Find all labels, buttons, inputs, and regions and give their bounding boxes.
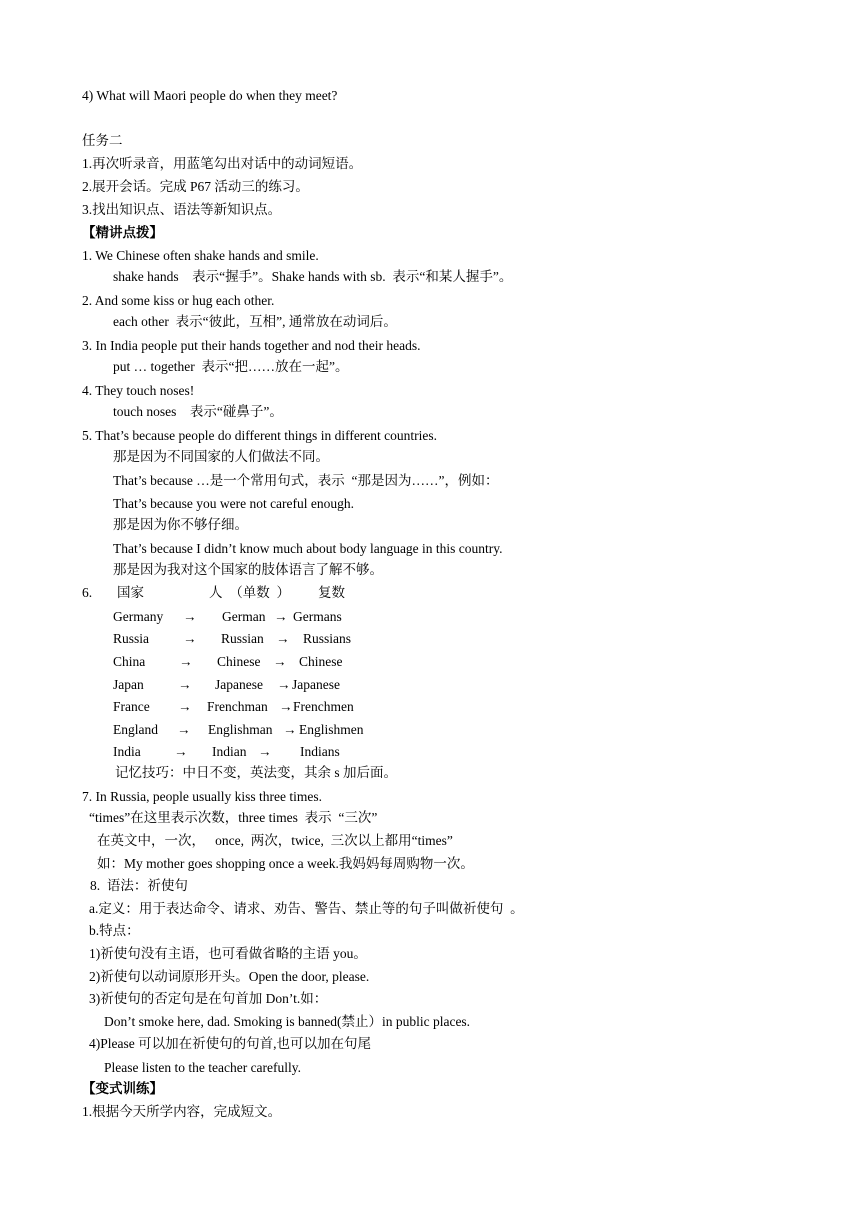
task2-item-2: 2.展开会话。完成 P67 活动三的练习。 bbox=[82, 179, 309, 194]
point-2-sentence: 2. And some kiss or hug each other. bbox=[82, 293, 275, 308]
arrow: → bbox=[183, 609, 197, 624]
nationality-row-india bbox=[113, 744, 340, 760]
singular: Frenchman bbox=[207, 699, 268, 714]
arrow: → bbox=[279, 699, 293, 714]
point-6-header-plural: 复数 bbox=[318, 585, 345, 600]
plural: Indians bbox=[300, 744, 340, 759]
point-4-note: touch noses 表示“碰鼻子”。 bbox=[113, 404, 283, 419]
point-5-example-2-cn: 那是因为我对这个国家的肢体语言了解不够。 bbox=[113, 562, 383, 577]
question-4: 4) What will Maori people do when they meet? bbox=[82, 88, 338, 103]
singular: German bbox=[222, 609, 266, 624]
point-5-explain: That’s because …是一个常用句式，表示 “那是因为……”，例如： bbox=[113, 473, 499, 488]
arrow: → bbox=[276, 631, 290, 646]
singular: Russian bbox=[221, 631, 264, 646]
arrow: → bbox=[177, 722, 191, 737]
arrow: → bbox=[258, 744, 272, 759]
point-3-note: put … together 表示“把……放在一起”。 bbox=[113, 359, 349, 374]
point-7-line-2: 在英文中，一次， once, 两次，twice, 三次以上都用“times” bbox=[97, 833, 453, 848]
country: Russia bbox=[113, 631, 150, 646]
singular: Japanese bbox=[215, 677, 263, 692]
point-3-sentence: 3. In India people put their hands together and nod their heads. bbox=[82, 338, 421, 353]
arrow: → bbox=[274, 609, 288, 624]
point-2-note: each other 表示“彼此，互相”, 通常放在动词后。 bbox=[113, 314, 397, 329]
point-1-note: shake hands 表示“握手”。Shake hands with sb. 表示“和某人握手”。 bbox=[113, 269, 513, 284]
task2-heading: 任务二 bbox=[82, 133, 123, 148]
arrow: → bbox=[174, 744, 188, 759]
singular: Chinese bbox=[217, 654, 261, 669]
point-8-feature-2: 2)祈使句以动词原形开头。Open the door, please. bbox=[89, 969, 370, 984]
point-6-number: 6. bbox=[82, 585, 93, 600]
plural: Frenchmen bbox=[293, 699, 354, 714]
nationality-row-france bbox=[113, 699, 354, 715]
country: China bbox=[113, 654, 146, 669]
nationality-row-china bbox=[113, 654, 343, 670]
section-heading-bianshi: 【变式训练】 bbox=[82, 1081, 163, 1097]
point-8-feature-3-example: Don’t smoke here, dad. Smoking is banned(禁止）in public places. bbox=[104, 1014, 471, 1029]
country: England bbox=[113, 722, 158, 737]
point-7-sentence: 7. In Russia, people usually kiss three times. bbox=[82, 789, 322, 804]
point-5-example-1-en: That’s because you were not careful enough. bbox=[113, 496, 355, 511]
point-8-definition: a.定义：用于表达命令、请求、劝告、警告、禁止等的句子叫做祈使句 。 bbox=[89, 901, 524, 916]
nationality-row-england bbox=[113, 722, 364, 738]
arrow: → bbox=[179, 654, 193, 669]
point-5-example-2-en: That’s because I didn’t know much about body language in this country. bbox=[113, 541, 503, 556]
singular: Indian bbox=[212, 744, 247, 759]
country: France bbox=[113, 699, 150, 714]
point-8-feature-3: 3)祈使句的否定句是在句首加 Don’t.如： bbox=[89, 991, 328, 1006]
bianshi-item-1: 1.根据今天所学内容，完成短文。 bbox=[82, 1104, 282, 1119]
task2-item-1: 1.再次听录音，用蓝笔勾出对话中的动词短语。 bbox=[82, 156, 363, 171]
arrow: → bbox=[183, 631, 197, 646]
point-7-line-1: “times”在这里表示次数，three times 表示 “三次” bbox=[89, 810, 378, 825]
point-8-feature-4-example: Please listen to the teacher carefully. bbox=[104, 1060, 302, 1075]
point-7-line-3: 如：My mother goes shopping once a week.我妈妈每周购物一次。 bbox=[97, 856, 474, 871]
arrow: → bbox=[273, 654, 287, 669]
nationality-row-russia bbox=[113, 631, 352, 647]
arrow: → bbox=[178, 677, 192, 692]
point-1-sentence: 1. We Chinese often shake hands and smile. bbox=[82, 248, 319, 263]
plural: Japanese bbox=[292, 677, 340, 692]
point-8-feature-4: 4)Please 可以加在祈使句的句首,也可以加在句尾 bbox=[89, 1036, 371, 1051]
point-8-features: b.特点： bbox=[89, 923, 140, 938]
country: India bbox=[113, 744, 141, 759]
country: Germany bbox=[113, 609, 164, 624]
point-5-sentence: 5. That’s because people do different things in different countries. bbox=[82, 428, 438, 443]
memory-tip: 记忆技巧：中日不变，英法变，其余 s 加后面。 bbox=[115, 765, 398, 780]
plural: Chinese bbox=[299, 654, 343, 669]
plural: Germans bbox=[293, 609, 342, 624]
arrow: → bbox=[283, 722, 297, 737]
plural: Englishmen bbox=[299, 722, 364, 737]
point-6-header-country: 国家 bbox=[117, 585, 144, 600]
singular: Englishman bbox=[208, 722, 273, 737]
arrow: → bbox=[178, 699, 192, 714]
point-6-header-person: 人 （单数 ） bbox=[209, 585, 290, 600]
point-4-sentence: 4. They touch noses! bbox=[82, 383, 195, 398]
task2-item-3: 3.找出知识点、语法等新知识点。 bbox=[82, 202, 282, 217]
point-8-feature-1: 1)祈使句没有主语，也可看做省略的主语 you。 bbox=[89, 946, 367, 961]
point-8-title: 8. 语法：祈使句 bbox=[90, 878, 188, 893]
point-5-translation: 那是因为不同国家的人们做法不同。 bbox=[113, 449, 329, 464]
nationality-row-germany bbox=[113, 609, 342, 625]
arrow: → bbox=[277, 677, 291, 692]
point-5-example-1-cn: 那是因为你不够仔细。 bbox=[113, 517, 248, 532]
country: Japan bbox=[113, 677, 144, 692]
nationality-row-japan bbox=[113, 677, 340, 693]
plural: Russians bbox=[303, 631, 352, 646]
section-heading-jingjiang: 【精讲点拨】 bbox=[82, 225, 163, 241]
